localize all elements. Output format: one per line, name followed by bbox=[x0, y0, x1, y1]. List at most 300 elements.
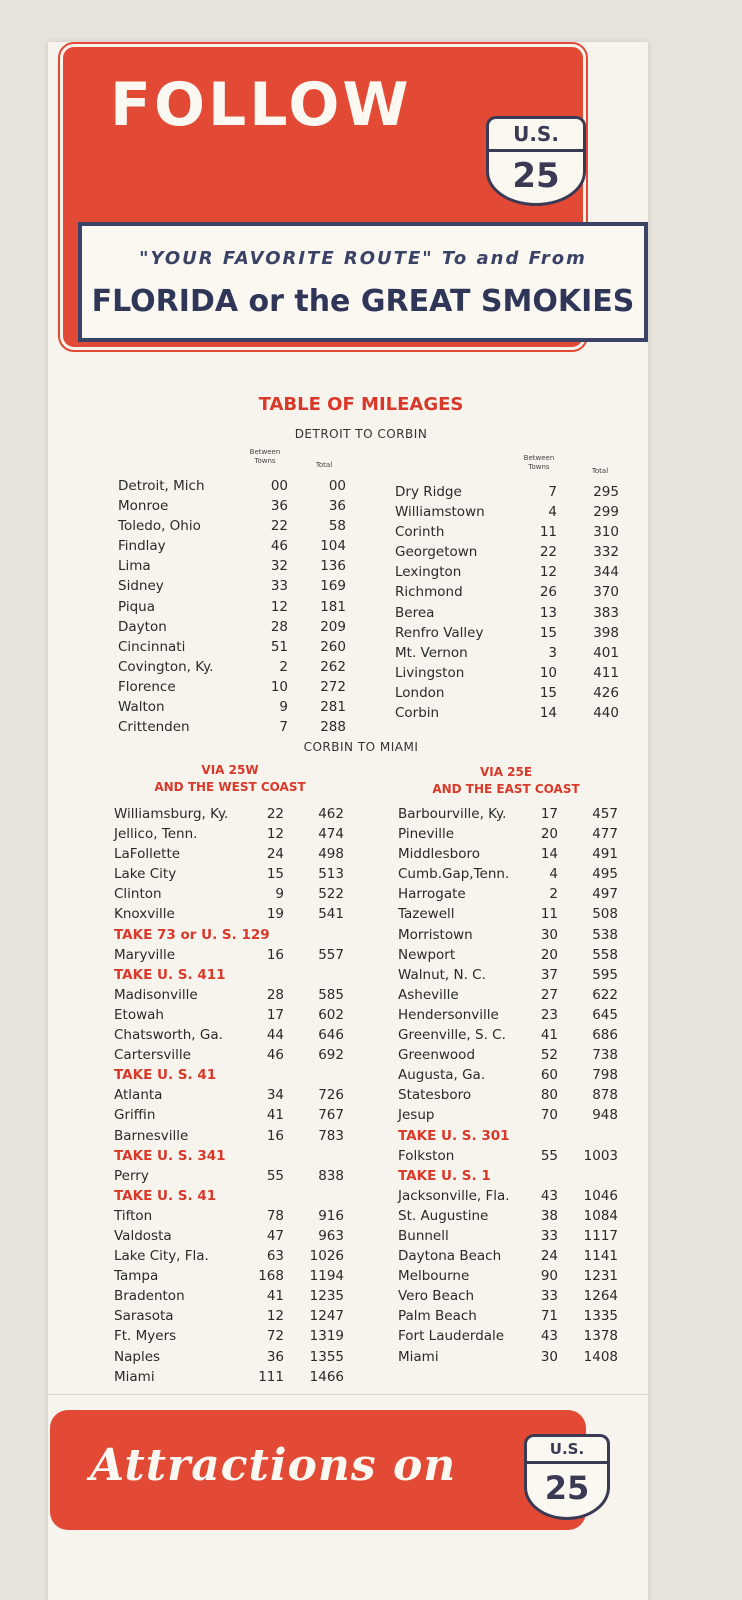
route-instruction bbox=[398, 1128, 638, 1148]
between-miles: 28 bbox=[266, 986, 284, 1003]
mileage-row bbox=[114, 1288, 354, 1308]
mileage-row bbox=[114, 987, 354, 1007]
mileage-row bbox=[114, 1027, 354, 1047]
mileage-row bbox=[114, 1007, 354, 1027]
mileage-row bbox=[398, 967, 638, 987]
total-miles: 370 bbox=[593, 584, 619, 601]
town-name: Harrogate bbox=[398, 886, 466, 903]
mileage-row bbox=[114, 1308, 354, 1328]
between-miles: 14 bbox=[540, 846, 558, 863]
total-miles: 398 bbox=[593, 624, 619, 641]
town-name: Covington, Ky. bbox=[118, 658, 214, 675]
total-miles: 522 bbox=[318, 886, 344, 903]
between-miles: 7 bbox=[279, 719, 288, 736]
between-miles: 41 bbox=[266, 1288, 284, 1305]
between-miles: 22 bbox=[270, 518, 288, 535]
mileage-row bbox=[114, 866, 354, 886]
col-head-total-left: Total bbox=[315, 461, 333, 469]
town-name: Atlanta bbox=[114, 1087, 163, 1104]
total-miles: 00 bbox=[328, 478, 346, 494]
between-miles: 43 bbox=[540, 1187, 558, 1204]
between-miles: 28 bbox=[270, 618, 288, 635]
town-name: Georgetown bbox=[395, 544, 478, 561]
total-miles: 585 bbox=[318, 986, 344, 1003]
via-25e-heading bbox=[386, 764, 626, 798]
mileage-row bbox=[395, 484, 635, 504]
between-miles: 4 bbox=[548, 504, 557, 521]
mileage-row bbox=[398, 806, 638, 826]
town-name: Lake City, Fla. bbox=[114, 1248, 209, 1265]
table-east-coast bbox=[398, 806, 638, 1369]
total-miles: 104 bbox=[320, 538, 346, 555]
total-miles: 288 bbox=[320, 719, 346, 736]
town-name: Vero Beach bbox=[398, 1288, 475, 1305]
between-miles: 30 bbox=[540, 926, 558, 943]
tagline: "YOUR FAVORITE ROUTE" To and From bbox=[139, 248, 587, 269]
via-25w-heading bbox=[110, 762, 350, 796]
total-miles: 332 bbox=[593, 544, 619, 561]
town-name: Williamsburg, Ky. bbox=[114, 806, 229, 822]
mileage-row bbox=[118, 679, 358, 699]
mileage-row bbox=[398, 1268, 638, 1288]
between-miles: 17 bbox=[266, 1006, 284, 1023]
total-miles: 1141 bbox=[583, 1248, 618, 1265]
mileage-row bbox=[398, 1027, 638, 1047]
via-25e-line2: AND THE EAST COAST bbox=[432, 782, 580, 796]
town-name: Richmond bbox=[395, 584, 463, 601]
mileage-row bbox=[118, 699, 358, 719]
total-miles: 783 bbox=[318, 1127, 344, 1144]
town-name: Ft. Myers bbox=[114, 1328, 177, 1345]
mileage-row bbox=[114, 846, 354, 866]
mileage-row bbox=[398, 1067, 638, 1087]
town-name: Monroe bbox=[118, 498, 169, 515]
mileage-row bbox=[395, 504, 635, 524]
town-name: Barbourville, Ky. bbox=[398, 806, 507, 822]
between-miles: 2 bbox=[549, 886, 558, 903]
between-miles: 27 bbox=[540, 986, 558, 1003]
mileage-row bbox=[395, 685, 635, 705]
total-miles: 181 bbox=[320, 598, 346, 615]
town-name: Crittenden bbox=[118, 719, 190, 736]
between-miles: 12 bbox=[270, 598, 288, 615]
between-miles: 15 bbox=[539, 684, 557, 701]
between-miles: 37 bbox=[540, 966, 558, 983]
total-miles: 963 bbox=[318, 1227, 344, 1244]
mileage-row bbox=[395, 584, 635, 604]
town-name: Hendersonville bbox=[398, 1006, 499, 1023]
via-25w-line2: AND THE WEST COAST bbox=[154, 780, 306, 794]
mileage-row bbox=[114, 906, 354, 926]
mileage-row bbox=[398, 927, 638, 947]
town-name: Lima bbox=[118, 558, 151, 575]
between-miles: 14 bbox=[539, 705, 557, 722]
mileage-row bbox=[395, 705, 635, 725]
mileage-row bbox=[398, 846, 638, 866]
total-miles: 474 bbox=[318, 826, 344, 843]
total-miles: 916 bbox=[318, 1207, 344, 1224]
mileage-row bbox=[118, 659, 358, 679]
town-name: Jesup bbox=[398, 1107, 435, 1124]
town-name: Greenville, S. C. bbox=[398, 1027, 506, 1044]
between-miles: 111 bbox=[258, 1368, 284, 1385]
total-miles: 457 bbox=[592, 806, 618, 822]
mileage-row bbox=[398, 1228, 638, 1248]
between-miles: 12 bbox=[539, 564, 557, 581]
route-instruction-text: TAKE U. S. 301 bbox=[398, 1127, 510, 1144]
total-miles: 383 bbox=[593, 604, 619, 621]
route-instruction-text: TAKE U. S. 1 bbox=[398, 1167, 491, 1184]
headline: FLORIDA or the GREAT SMOKIES bbox=[91, 284, 635, 319]
total-miles: 262 bbox=[320, 658, 346, 675]
table-detroit-corbin-right bbox=[395, 484, 635, 725]
section-corbin-miami: CORBIN TO MIAMI bbox=[303, 740, 419, 754]
between-miles: 168 bbox=[258, 1268, 284, 1285]
between-miles: 22 bbox=[266, 806, 284, 822]
total-miles: 440 bbox=[593, 705, 619, 722]
between-miles: 16 bbox=[266, 946, 284, 963]
mileage-row bbox=[114, 1228, 354, 1248]
between-miles: 41 bbox=[266, 1107, 284, 1124]
mileage-row bbox=[118, 558, 358, 578]
between-miles: 3 bbox=[548, 644, 557, 661]
between-miles: 2 bbox=[279, 658, 288, 675]
town-name: Jacksonville, Fla. bbox=[398, 1187, 510, 1204]
town-name: Lake City bbox=[114, 866, 177, 883]
town-name: Perry bbox=[114, 1167, 149, 1184]
between-miles: 13 bbox=[539, 604, 557, 621]
mileage-row bbox=[395, 645, 635, 665]
total-miles: 878 bbox=[592, 1087, 618, 1104]
between-miles: 20 bbox=[540, 826, 558, 843]
col-head-between-right: Between Towns bbox=[523, 454, 555, 471]
total-miles: 1378 bbox=[583, 1328, 618, 1345]
attractions-heading: Attractions on bbox=[90, 1440, 457, 1491]
route-instruction bbox=[114, 967, 354, 987]
mileage-row bbox=[395, 524, 635, 544]
between-miles: 47 bbox=[266, 1227, 284, 1244]
town-name: Cincinnati bbox=[118, 638, 186, 655]
col-head-between-left: Between Towns bbox=[249, 448, 281, 465]
between-miles: 33 bbox=[270, 578, 288, 595]
between-miles: 52 bbox=[540, 1047, 558, 1064]
total-miles: 1355 bbox=[309, 1348, 344, 1365]
town-name: Chatsworth, Ga. bbox=[114, 1027, 223, 1044]
between-miles: 32 bbox=[270, 558, 288, 575]
total-miles: 1026 bbox=[309, 1248, 344, 1265]
town-name: Tifton bbox=[114, 1207, 153, 1224]
between-miles: 30 bbox=[540, 1348, 558, 1365]
fold-line bbox=[48, 1394, 648, 1395]
town-name: Detroit, Mich bbox=[118, 478, 205, 494]
mileage-row bbox=[398, 1148, 638, 1168]
town-name: Dayton bbox=[118, 618, 167, 635]
total-miles: 692 bbox=[318, 1047, 344, 1064]
between-miles: 43 bbox=[540, 1328, 558, 1345]
total-miles: 1319 bbox=[309, 1328, 344, 1345]
mileage-row bbox=[398, 1308, 638, 1328]
between-miles: 17 bbox=[540, 806, 558, 822]
between-miles: 55 bbox=[540, 1147, 558, 1164]
between-miles: 19 bbox=[266, 906, 284, 923]
town-name: London bbox=[395, 684, 445, 701]
table-title: TABLE OF MILEAGES bbox=[258, 394, 464, 415]
between-miles: 11 bbox=[540, 906, 558, 923]
via-25w-line1: VIA 25W bbox=[201, 763, 259, 777]
mileage-row bbox=[398, 1087, 638, 1107]
total-miles: 767 bbox=[318, 1107, 344, 1124]
between-miles: 55 bbox=[266, 1167, 284, 1184]
town-name: Piqua bbox=[118, 598, 155, 615]
mileage-row bbox=[118, 498, 358, 518]
via-25e-line1: VIA 25E bbox=[479, 765, 533, 779]
town-name: Bunnell bbox=[398, 1227, 449, 1244]
between-miles: 24 bbox=[266, 846, 284, 863]
between-miles: 51 bbox=[270, 638, 288, 655]
town-name: Toledo, Ohio bbox=[118, 518, 201, 535]
mileage-row bbox=[398, 987, 638, 1007]
between-miles: 72 bbox=[266, 1328, 284, 1345]
town-name: LaFollette bbox=[114, 846, 181, 863]
mileage-row bbox=[118, 619, 358, 639]
total-miles: 726 bbox=[318, 1087, 344, 1104]
between-miles: 63 bbox=[266, 1248, 284, 1265]
between-miles: 71 bbox=[540, 1308, 558, 1325]
total-miles: 136 bbox=[320, 558, 346, 575]
town-name: Williamstown bbox=[395, 504, 485, 521]
town-name: Augusta, Ga. bbox=[398, 1067, 486, 1084]
mileage-row bbox=[118, 599, 358, 619]
total-miles: 344 bbox=[593, 564, 619, 581]
section-detroit-corbin: DETROIT TO CORBIN bbox=[294, 427, 428, 441]
between-miles: 36 bbox=[266, 1348, 284, 1365]
mileage-row bbox=[114, 1349, 354, 1369]
mileage-row bbox=[398, 1007, 638, 1027]
total-miles: 1335 bbox=[583, 1308, 618, 1325]
between-miles: 9 bbox=[275, 886, 284, 903]
mileage-row bbox=[114, 1128, 354, 1148]
mileage-row bbox=[398, 826, 638, 846]
town-name: Naples bbox=[114, 1348, 161, 1365]
total-miles: 462 bbox=[318, 806, 344, 822]
total-miles: 495 bbox=[592, 866, 618, 883]
between-miles: 15 bbox=[266, 866, 284, 883]
between-miles: 34 bbox=[266, 1087, 284, 1104]
town-name: Sidney bbox=[118, 578, 164, 595]
total-miles: 491 bbox=[592, 846, 618, 863]
total-miles: 541 bbox=[318, 906, 344, 923]
town-name: Lexington bbox=[395, 564, 462, 581]
mileage-row bbox=[114, 1208, 354, 1228]
mileage-row bbox=[395, 544, 635, 564]
total-miles: 281 bbox=[320, 699, 346, 716]
col-head-total-right: Total bbox=[591, 467, 609, 475]
town-name: Valdosta bbox=[114, 1227, 172, 1244]
town-name: Findlay bbox=[118, 538, 166, 555]
mileage-row bbox=[114, 1328, 354, 1348]
mileage-row bbox=[118, 639, 358, 659]
route-instruction-text: TAKE 73 or U. S. 129 bbox=[114, 926, 270, 943]
total-miles: 401 bbox=[593, 644, 619, 661]
town-name: Livingston bbox=[395, 664, 465, 681]
mileage-row bbox=[398, 947, 638, 967]
town-name: Madisonville bbox=[114, 986, 198, 1003]
mileage-row bbox=[398, 1188, 638, 1208]
mileage-row bbox=[398, 1349, 638, 1369]
between-miles: 38 bbox=[540, 1207, 558, 1224]
route-instruction bbox=[114, 927, 354, 947]
mileage-row bbox=[114, 1107, 354, 1127]
town-name: Renfro Valley bbox=[395, 624, 484, 641]
town-name: Jellico, Tenn. bbox=[114, 826, 198, 843]
mileage-row bbox=[118, 578, 358, 598]
town-name: Etowah bbox=[114, 1006, 164, 1023]
total-miles: 209 bbox=[320, 618, 346, 635]
mileage-row bbox=[398, 1208, 638, 1228]
town-name: Maryville bbox=[114, 946, 176, 963]
total-miles: 798 bbox=[592, 1067, 618, 1084]
route-instruction-text: TAKE U. S. 411 bbox=[114, 966, 226, 983]
mileage-row bbox=[114, 826, 354, 846]
total-miles: 538 bbox=[592, 926, 618, 943]
total-miles: 426 bbox=[593, 684, 619, 701]
total-miles: 1264 bbox=[583, 1288, 618, 1305]
mileage-row bbox=[118, 538, 358, 558]
total-miles: 1466 bbox=[309, 1368, 344, 1385]
town-name: Melbourne bbox=[398, 1268, 470, 1285]
total-miles: 36 bbox=[328, 498, 346, 515]
town-name: Cumb.Gap,Tenn. bbox=[398, 866, 510, 883]
town-name: Barnesville bbox=[114, 1127, 189, 1144]
mileage-row bbox=[118, 719, 358, 739]
total-miles: 558 bbox=[592, 946, 618, 963]
mileage-row bbox=[114, 1248, 354, 1268]
town-name: Greenwood bbox=[398, 1047, 476, 1064]
mileage-row bbox=[398, 1107, 638, 1127]
route-instruction bbox=[114, 1067, 354, 1087]
total-miles: 477 bbox=[592, 826, 618, 843]
between-miles: 10 bbox=[270, 678, 288, 695]
town-name: Mt. Vernon bbox=[395, 644, 468, 661]
mileage-row bbox=[395, 665, 635, 685]
table-west-coast bbox=[114, 806, 354, 1389]
between-miles: 24 bbox=[540, 1248, 558, 1265]
between-miles: 33 bbox=[540, 1288, 558, 1305]
total-miles: 299 bbox=[593, 504, 619, 521]
total-miles: 1046 bbox=[583, 1187, 618, 1204]
total-miles: 411 bbox=[593, 664, 619, 681]
between-miles: 10 bbox=[539, 664, 557, 681]
total-miles: 557 bbox=[318, 946, 344, 963]
total-miles: 1408 bbox=[583, 1348, 618, 1365]
between-miles: 26 bbox=[539, 584, 557, 601]
between-miles: 11 bbox=[539, 524, 557, 541]
town-name: Bradenton bbox=[114, 1288, 185, 1305]
town-name: Florence bbox=[118, 678, 176, 695]
town-name: Miami bbox=[398, 1348, 439, 1365]
shield-number: 25 bbox=[512, 156, 560, 196]
table-detroit-corbin-left bbox=[118, 478, 358, 739]
mileage-row bbox=[395, 605, 635, 625]
tagline-box bbox=[78, 222, 648, 342]
total-miles: 948 bbox=[592, 1107, 618, 1124]
total-miles: 622 bbox=[592, 986, 618, 1003]
town-name: Asheville bbox=[398, 986, 459, 1003]
mileage-row bbox=[118, 518, 358, 538]
mileage-row bbox=[398, 886, 638, 906]
total-miles: 645 bbox=[592, 1006, 618, 1023]
between-miles: 4 bbox=[549, 866, 558, 883]
total-miles: 602 bbox=[318, 1006, 344, 1023]
total-miles: 646 bbox=[318, 1027, 344, 1044]
between-miles: 00 bbox=[270, 478, 288, 494]
total-miles: 738 bbox=[592, 1047, 618, 1064]
total-miles: 686 bbox=[592, 1027, 618, 1044]
town-name: Palm Beach bbox=[398, 1308, 477, 1325]
between-miles: 20 bbox=[540, 946, 558, 963]
mileage-row bbox=[395, 564, 635, 584]
between-miles: 46 bbox=[270, 538, 288, 555]
between-miles: 23 bbox=[540, 1006, 558, 1023]
between-miles: 80 bbox=[540, 1087, 558, 1104]
footer-shield-number: 25 bbox=[544, 1469, 590, 1507]
total-miles: 1084 bbox=[583, 1207, 618, 1224]
town-name: Walton bbox=[118, 699, 165, 716]
mileage-row bbox=[114, 1268, 354, 1288]
mileage-row bbox=[398, 866, 638, 886]
mileage-row bbox=[114, 1087, 354, 1107]
between-miles: 12 bbox=[266, 826, 284, 843]
total-miles: 497 bbox=[592, 886, 618, 903]
town-name: Corbin bbox=[395, 705, 440, 722]
mileage-row bbox=[114, 1047, 354, 1067]
between-miles: 22 bbox=[539, 544, 557, 561]
route-instruction-text: TAKE U. S. 41 bbox=[114, 1187, 217, 1204]
town-name: Berea bbox=[395, 604, 435, 621]
between-miles: 36 bbox=[270, 498, 288, 515]
town-name: Middlesboro bbox=[398, 846, 480, 863]
town-name: Knoxville bbox=[114, 906, 175, 923]
route-instruction-text: TAKE U. S. 41 bbox=[114, 1067, 217, 1084]
town-name: Sarasota bbox=[114, 1308, 174, 1325]
town-name: Tazewell bbox=[398, 906, 455, 923]
route-instruction-text: TAKE U. S. 341 bbox=[114, 1147, 226, 1164]
total-miles: 260 bbox=[320, 638, 346, 655]
route-instruction bbox=[398, 1168, 638, 1188]
total-miles: 1117 bbox=[583, 1227, 618, 1244]
mileage-row bbox=[398, 1248, 638, 1268]
total-miles: 595 bbox=[592, 966, 618, 983]
total-miles: 1194 bbox=[309, 1268, 344, 1285]
between-miles: 9 bbox=[279, 699, 288, 716]
between-miles: 33 bbox=[540, 1227, 558, 1244]
between-miles: 90 bbox=[540, 1268, 558, 1285]
total-miles: 1247 bbox=[309, 1308, 344, 1325]
town-name: St. Augustine bbox=[398, 1207, 489, 1224]
route-instruction bbox=[114, 1188, 354, 1208]
mileage-row bbox=[398, 1328, 638, 1348]
total-miles: 169 bbox=[320, 578, 346, 595]
total-miles: 498 bbox=[318, 846, 344, 863]
total-miles: 513 bbox=[318, 866, 344, 883]
town-name: Clinton bbox=[114, 886, 162, 903]
town-name: Corinth bbox=[395, 524, 445, 541]
total-miles: 1235 bbox=[309, 1288, 344, 1305]
mileage-row bbox=[114, 806, 354, 826]
mileage-row bbox=[114, 1369, 354, 1389]
total-miles: 508 bbox=[592, 906, 618, 923]
town-name: Walnut, N. C. bbox=[398, 966, 486, 983]
